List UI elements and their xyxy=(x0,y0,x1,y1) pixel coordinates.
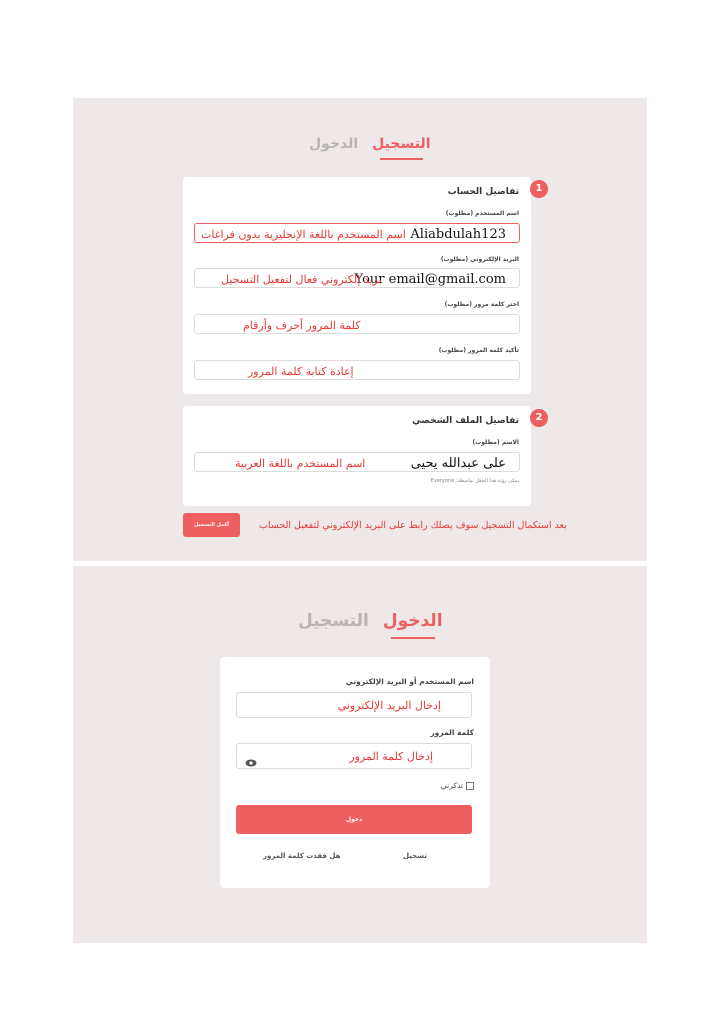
username-or-email-label: اسم المستخدم أو البريد الإلكتروني xyxy=(345,677,474,686)
confirm-password-label: تأكيد كلمة المرور (مطلوب) xyxy=(438,347,519,354)
visibility-note: يمكن رؤية هذا الحقل بواسطة: Everyone xyxy=(430,478,519,484)
forgot-password-link[interactable]: هل فقدت كلمة المرور xyxy=(263,852,341,860)
confirm-password-field[interactable] xyxy=(194,360,520,380)
username-hint: اسم المستخدم باللغة الإنجليزية بدون فراغات xyxy=(201,228,406,241)
step-badge-1: 1 xyxy=(530,180,548,198)
name-field[interactable] xyxy=(194,452,520,472)
email-value: Your email@gmail.com xyxy=(354,272,506,287)
account-details-card xyxy=(183,177,531,394)
remember-me-label: تذكرني xyxy=(440,781,463,790)
password-field[interactable] xyxy=(236,743,472,769)
username-or-email-hint: إدخال البريد الإلكتروني xyxy=(337,699,441,712)
email-field[interactable] xyxy=(194,268,520,288)
tab-login[interactable]: الدخول xyxy=(383,611,443,639)
username-label: اسم المستخدم (مطلوب) xyxy=(445,210,519,217)
account-details-title: تفاصيل الحساب xyxy=(447,187,519,197)
email-hint: بريد إلكتروني فعال لتفعيل التسجيل xyxy=(221,273,382,286)
password-hint: إدخال كلمة المرور xyxy=(349,750,433,763)
name-hint: اسم المستخدم باللغة العربية xyxy=(235,457,366,470)
activation-note: بعد استكمال التسجيل سوف يصلك رابط على البريد الإلكتروني لتفعيل الحساب xyxy=(259,520,567,531)
profile-details-title: تفاصيل الملف الشخصي xyxy=(412,416,519,426)
username-value: Aliabdulah123 xyxy=(410,227,506,242)
step-badge-2: 2 xyxy=(530,409,548,427)
name-label: الاسم (مطلوب) xyxy=(472,439,519,446)
confirm-password-hint: إعادة كتابة كلمة المرور xyxy=(248,365,354,378)
email-label: البريد الإلكتروني (مطلوب) xyxy=(440,256,519,263)
eye-icon[interactable] xyxy=(245,752,257,760)
tab-register[interactable]: التسجيل xyxy=(298,611,369,631)
profile-details-card xyxy=(183,406,531,506)
tab-login[interactable]: الدخول xyxy=(309,136,359,152)
login-tabs xyxy=(298,611,443,639)
password-label: كلمة المرور xyxy=(430,728,474,737)
register-tabs xyxy=(309,136,431,160)
register-link[interactable]: تسجيل xyxy=(403,852,427,860)
password-hint: كلمة المرور أحرف وأرقام xyxy=(243,319,361,332)
remember-me-checkbox[interactable] xyxy=(466,782,474,790)
username-field[interactable] xyxy=(194,223,520,243)
complete-registration-button[interactable]: أكمل التسجيل xyxy=(183,513,240,537)
password-field[interactable] xyxy=(194,314,520,334)
name-value: على عبدالله يحيى xyxy=(410,456,506,471)
login-panel xyxy=(73,566,647,943)
remember-me-row xyxy=(441,781,474,790)
username-or-email-field[interactable] xyxy=(236,692,472,718)
password-label: اختر كلمة مرور (مطلوب) xyxy=(444,301,519,308)
tab-register[interactable]: التسجيل xyxy=(372,136,430,160)
login-button[interactable]: دخول xyxy=(236,805,472,834)
register-panel xyxy=(73,98,647,561)
login-card xyxy=(220,657,490,888)
